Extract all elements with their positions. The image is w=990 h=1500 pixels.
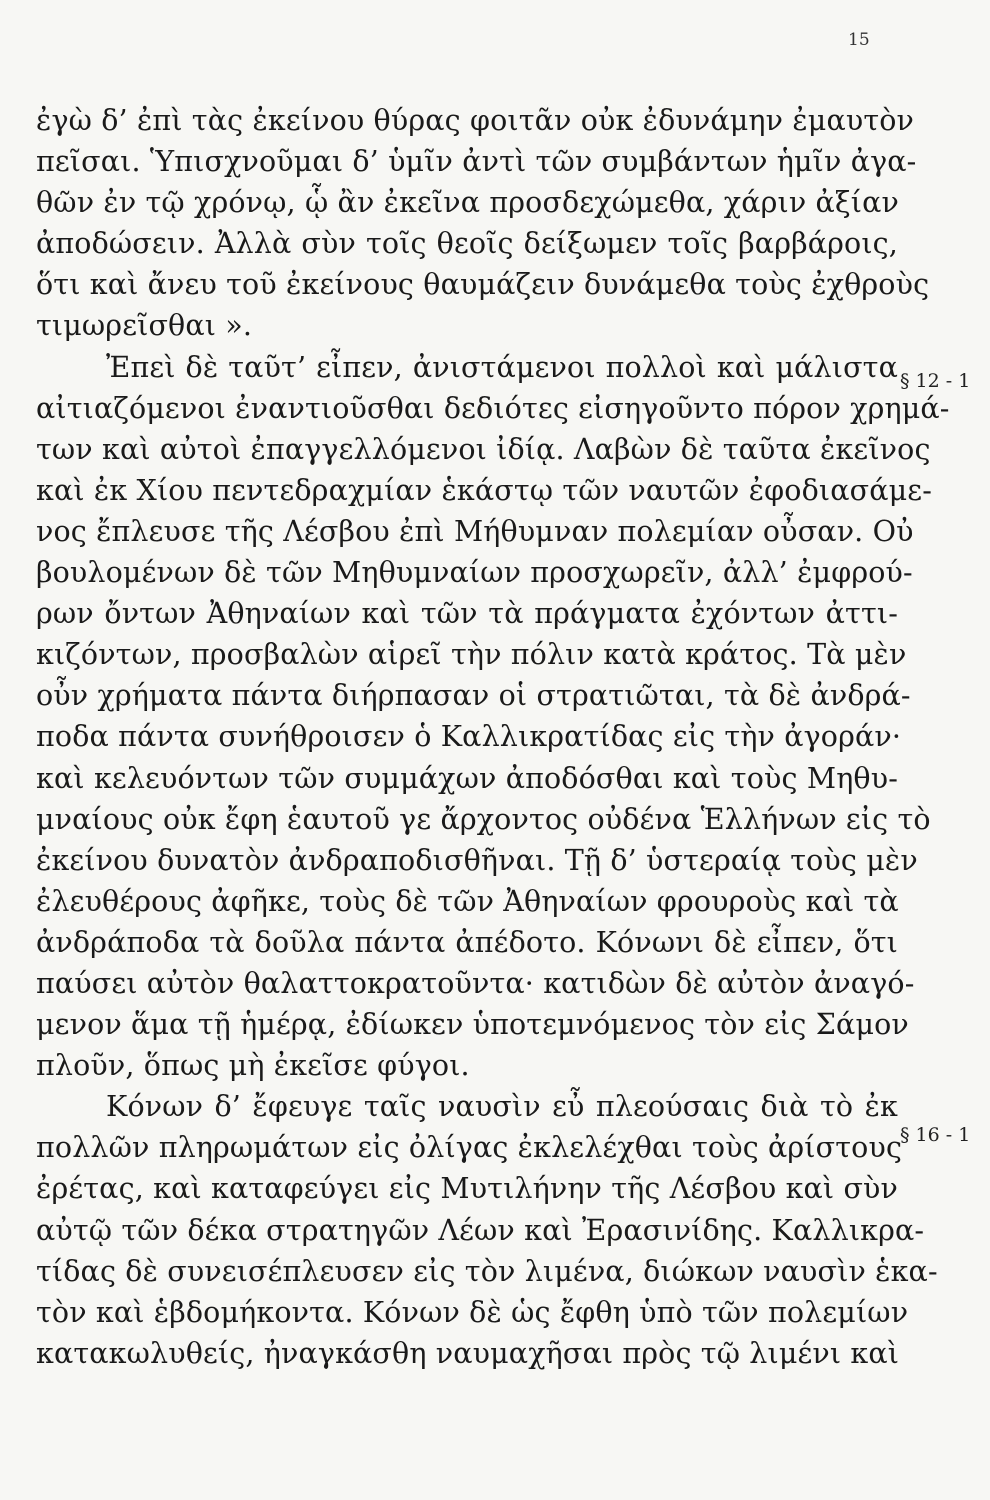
- text-line: αἰτιαζόμενοι ἐναντιοῦσθαι δεδιότες εἰσηγοῦντο πόρον χρημά-: [36, 391, 950, 425]
- text-line: πλοῦν, ὅπως μὴ ἐκεῖσε φύγοι.: [36, 1049, 470, 1083]
- page-number: 15: [848, 30, 870, 50]
- section-margin-reference: § 12 - 1: [900, 370, 971, 392]
- text-line: ρων ὄντων Ἀθηναίων καὶ τῶν τὰ πράγματα ἐχόντων ἀττι-: [36, 597, 898, 631]
- text-line: θῶν ἐν τῷ χρόνῳ, ᾧ ἂν ἐκεῖνα προσδεχώμεθα, χάριν ἀξίαν: [36, 186, 899, 220]
- paragraph-start-line: Κόνων δ’ ἔφευγε ταῖς ναυσὶν εὖ πλεούσαις διὰ τὸ ἐκ: [106, 1090, 898, 1124]
- text-line: ἐγὼ δ’ ἐπὶ τὰς ἐκείνου θύρας φοιτᾶν οὐκ ἐδυνάμην ἐμαυτὸν: [36, 104, 915, 137]
- text-line: οὖν χρήματα πάντα διήρπασαν οἱ στρατιῶται, τὰ δὲ ἀνδρά-: [36, 679, 911, 713]
- text-line: τίδας δὲ συνεισέπλευσεν εἰς τὸν λιμένα, διώκων ναυσὶν ἑκα-: [36, 1254, 938, 1288]
- text-line: μενον ἅμα τῇ ἡμέρᾳ, ἐδίωκεν ὑποτεμνόμενος τὸν εἰς Σάμον: [36, 1008, 909, 1042]
- text-line: καὶ ἐκ Χίου πεντεδραχμίαν ἑκάστῳ τῶν ναυτῶν ἐφοδιασάμε-: [36, 473, 932, 507]
- text-line: βουλομένων δὲ τῶν Μηθυμναίων προσχωρεῖν, ἀλλ’ ἐμφρού-: [36, 556, 913, 590]
- text-line: παύσει αὐτὸν θαλαττοκρατοῦντα· κατιδὼν δὲ αὐτὸν ἀναγό-: [36, 966, 915, 1000]
- text-line: αὐτῷ τῶν δέκα στρατηγῶν Λέων καὶ Ἐρασινίδης. Καλλικρα-: [36, 1213, 925, 1247]
- text-line: πεῖσαι. Ὑπισχνοῦμαι δ’ ὑμῖν ἀντὶ τῶν συμβάντων ἡμῖν ἀγα-: [36, 145, 917, 179]
- text-line: των καὶ αὐτοὶ ἐπαγγελλόμενοι ἰδίᾳ. Λαβὼν δὲ ταῦτα ἐκεῖνος: [36, 432, 931, 466]
- text-line: τὸν καὶ ἑβδομήκοντα. Κόνων δὲ ὡς ἔφθη ὑπὸ τῶν πολεμίων: [36, 1295, 909, 1329]
- text-line: πολλῶν πληρωμάτων εἰς ὀλίγας ἐκλελέχθαι τοὺς ἀρίστους: [36, 1131, 903, 1165]
- text-line: ἀποδώσειν. Ἀλλὰ σὺν τοῖς θεοῖς δείξωμεν τοῖς βαρβάροις,: [36, 227, 898, 261]
- text-line: μναίους οὐκ ἔφη ἑαυτοῦ γε ἄρχοντος οὐδένα Ἑλλήνων εἰς τὸ: [36, 802, 931, 836]
- section-margin-reference: § 16 - 1: [900, 1124, 971, 1146]
- text-line: ὅτι καὶ ἄνευ τοῦ ἐκείνους θαυμάζειν δυνάμεθα τοὺς ἐχθροὺς: [36, 268, 930, 302]
- text-line: ἀνδράποδα τὰ δοῦλα πάντα ἀπέδοτο. Κόνωνι δὲ εἶπεν, ὅτι: [36, 925, 898, 959]
- text-line: ἐκείνου δυνατὸν ἀνδραποδισθῆναι. Τῇ δ’ ὑστεραίᾳ τοὺς μὲν: [36, 843, 918, 877]
- paragraph-start-line: Ἐπεὶ δὲ ταῦτ’ εἶπεν, ἀνιστάμενοι πολλοὶ καὶ μάλιστα: [106, 350, 898, 384]
- text-line: κατακωλυθείς, ἠναγκάσθη ναυμαχῆσαι πρὸς τῷ λιμένι καὶ: [36, 1336, 900, 1370]
- text-line: ἐλευθέρους ἀφῆκε, τοὺς δὲ τῶν Ἀθηναίων φρουροὺς καὶ τὰ: [36, 884, 899, 918]
- text-line: ἐρέτας, καὶ καταφεύγει εἰς Μυτιλήνην τῆς Λέσβου καὶ σὺν: [36, 1172, 899, 1206]
- text-line: καὶ κελευόντων τῶν συμμάχων ἀποδόσθαι καὶ τοὺς Μηθυ-: [36, 761, 898, 795]
- text-line: νος ἔπλευσε τῆς Λέσβου ἐπὶ Μήθυμναν πολεμίαν οὖσαν. Οὐ: [36, 514, 914, 548]
- text-line: ποδα πάντα συνήθροισεν ὁ Καλλικρατίδας εἰς τὴν ἀγοράν·: [36, 720, 902, 754]
- text-line: κιζόντων, προσβαλὼν αἱρεῖ τὴν πόλιν κατὰ κράτος. Τὰ μὲν: [36, 638, 907, 672]
- text-line: τιμωρεῖσθαι ».: [36, 309, 253, 343]
